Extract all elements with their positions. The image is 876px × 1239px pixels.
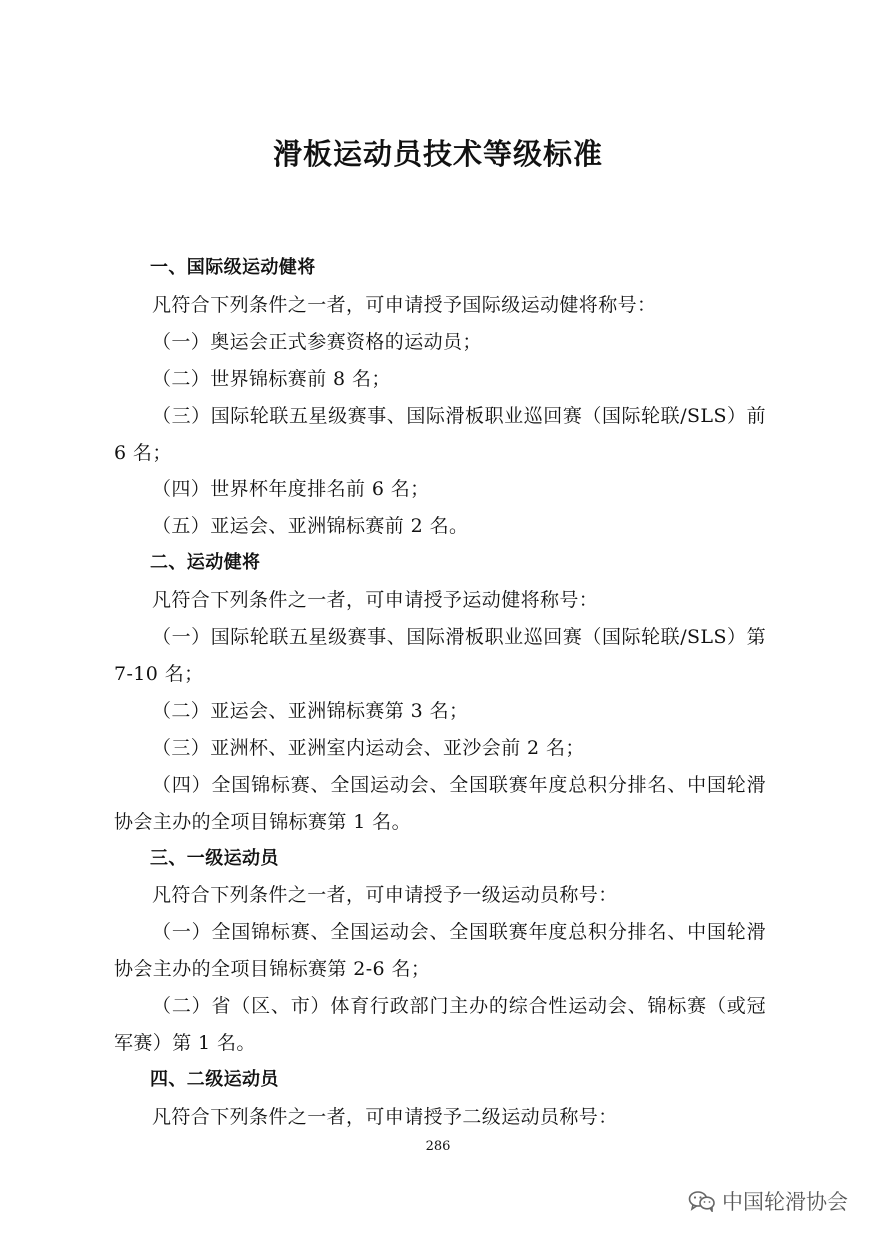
section-heading: 一、国际级运动健将 [150,257,316,278]
paragraph: 凡符合下列条件之一者，可申请授予二级运动员称号： [152,1105,618,1128]
watermark [688,1186,848,1216]
paragraph: 凡符合下列条件之一者，可申请授予一级运动员称号： [152,884,618,907]
section-heading: 二、运动健将 [150,552,261,574]
paragraph: （二）亚运会、亚洲锦标赛第 3 名； [152,699,469,722]
paragraph: 凡符合下列条件之一者，可申请授予运动健将称号： [152,589,599,612]
paragraph: （四）世界杯年度排名前 6 名； [152,478,430,501]
paragraph: （三）国际轮联五星级赛事、国际滑板职业巡回赛（国际轮联/SLS）前 6 名； [114,404,766,464]
paragraph: （四）全国锦标赛、全国运动会、全国联赛年度总积分排名、中国轮滑协会主办的全项目锦标赛第 1 名。 [114,773,766,833]
paragraph: （三）亚洲杯、亚洲室内运动会、亚沙会前 2 名； [152,736,585,759]
document-body [114,250,766,1136]
section-heading: 四、二级运动员 [150,1068,279,1090]
wechat-icon [688,1190,716,1212]
paragraph: （五）亚运会、亚洲锦标赛前 2 名。 [152,515,469,538]
paragraph: （一）奥运会正式参赛资格的运动员； [152,330,482,353]
paragraph: （一）全国锦标赛、全国运动会、全国联赛年度总积分排名、中国轮滑协会主办的全项目锦标赛第 2-6 名； [114,921,766,981]
section-heading: 三、一级运动员 [150,847,279,869]
document-title: 滑板运动员技术等级标准 [272,137,603,171]
paragraph: 凡符合下列条件之一者，可申请授予国际级运动健将称号： [152,293,657,316]
paragraph: （二）省（区、市）体育行政部门主办的综合性运动会、锦标赛（或冠军赛）第 1 名。 [114,995,766,1055]
paragraph: （二）世界锦标赛前 8 名； [152,367,391,390]
paragraph: （一）国际轮联五星级赛事、国际滑板职业巡回赛（国际轮联/SLS）第 7-10 名； [114,626,766,685]
watermark-text: 中国轮滑协会 [722,1190,848,1214]
page-number: 286 [425,1139,451,1154]
